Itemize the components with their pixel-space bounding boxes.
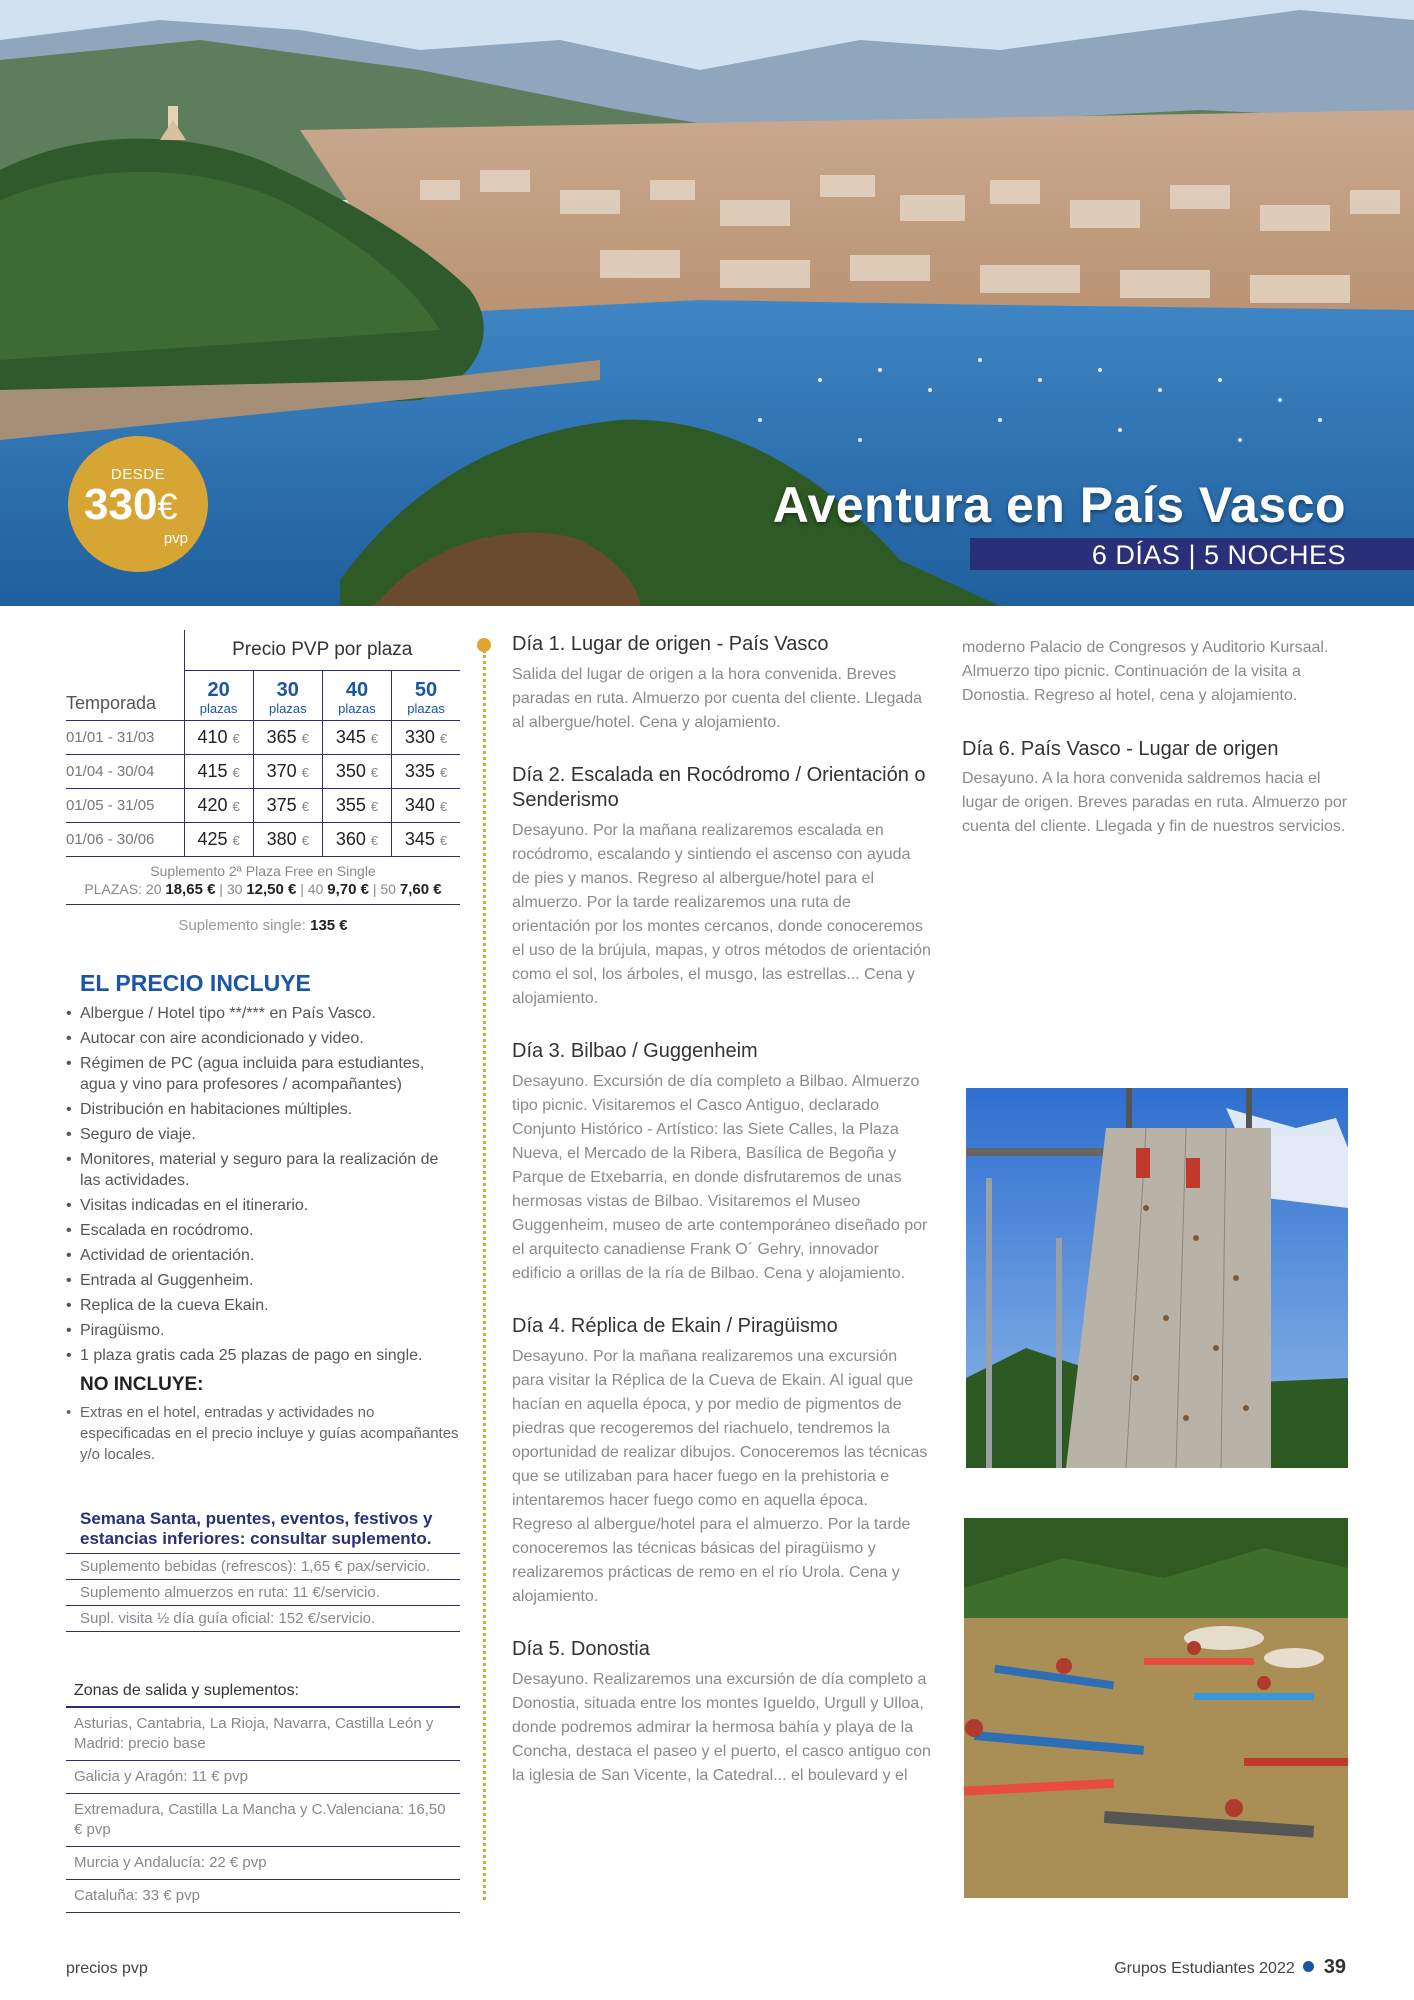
footer-right [1114, 1956, 1346, 1979]
not-included-text: • Extras en el hotel, entradas y actividades no especificadas en el precio incluye y guías acompañantes y/o locales. [66, 1402, 460, 1465]
price-table-title: Precio PVP por plaza [184, 630, 460, 670]
table-row [66, 720, 460, 754]
list-item: Galicia y Aragón: 11 € pvp [66, 1761, 460, 1794]
day-3 [512, 1039, 932, 1286]
page-title: Aventura en País Vasco [772, 477, 1346, 533]
day-title: Día 3. Bilbao / Guggenheim [512, 1040, 758, 1062]
list-item: • Seguro de viaje. [66, 1124, 460, 1145]
page-number: 39 [1323, 1956, 1346, 1978]
price-cell: 365 € [253, 720, 322, 754]
list-item: Suplemento bebidas (refrescos): 1,65 € pax/servicio. [66, 1554, 460, 1580]
day-5 [512, 1637, 932, 1788]
col-40-plazas: 40 plazas [322, 670, 391, 720]
list-item: • Distribución en habitaciones múltiples. [66, 1099, 460, 1120]
day-text: Desayuno. Por la mañana realizaremos escalada en rocódromo, escalando y sintiendo el ascenso con ayuda de pies y manos. Regreso al albergue/hotel para el almuerzo. Por la tarde realizaremos una ruta de orientación por los montes cercanos, donde conoceremos el uso de la brújula, mapas, y otros métodos de orientación como el sol, los árboles, el musgo, las estrellas... Cena y alojamiento. [512, 822, 931, 1007]
list-item: • Piragüismo. [66, 1320, 460, 1341]
day-title: Día 4. Réplica de Ekain / Piragüismo [512, 1315, 838, 1337]
badge-amount: 330€ [84, 480, 178, 529]
price-cell: 330 € [392, 720, 460, 754]
divider-line [66, 904, 460, 905]
day-title: Día 2. Escalada en Rocódromo / Orientación o Senderismo [512, 764, 926, 811]
day-text-continued: moderno Palacio de Congresos y Auditorio Kursaal. Almuerzo tipo picnic. Continuación de la visita a Donostia. Regreso al hotel, cena y alojamiento. [962, 639, 1329, 704]
list-item: Suplemento almuerzos en ruta: 11 €/servicio. [66, 1580, 460, 1606]
list-item: • Replica de la cueva Ekain. [66, 1295, 460, 1316]
itinerary-column-right [962, 636, 1352, 839]
price-cell: 360 € [322, 822, 391, 856]
list-item: • Entrada al Guggenheim. [66, 1270, 460, 1291]
day-title: Día 5. Donostia [512, 1638, 650, 1660]
table-row [66, 754, 460, 788]
day-title: Día 1. Lugar de origen - País Vasco [512, 633, 829, 655]
list-item: Murcia y Andalucía: 22 € pvp [66, 1847, 460, 1880]
day-text: Desayuno. Por la mañana realizaremos una excursión para visitar la Réplica de la Cueva de Ekain. Al igual que hacían en aquella época, y por medio de pigmentos de piedras que recogeremos del riachuelo, tendremos la oportunidad de realizar dibujos. Conoceremos las técnicas que se utilizaban para hacer fuego en la prehistoria e intentaremos hacer fuego como en aquella época. Regreso al albergue/hotel para el almuerzo. Por la tarde conoceremos las técnicas básicas del piragüismo y realizaremos prácticas de remo en el río Urola. Cena y alojamiento. [512, 1348, 928, 1605]
supplements-list [66, 1553, 460, 1632]
day-2 [512, 763, 932, 1011]
list-item: • Albergue / Hotel tipo **/*** en País Vasco. [66, 1003, 460, 1024]
footer-left: precios pvp [66, 1960, 148, 1977]
col-20-plazas: 20 plazas [184, 670, 253, 720]
season-cell: 01/01 - 31/03 [66, 720, 184, 754]
page-subtitle: 6 DÍAS | 5 NOCHES [1091, 540, 1346, 570]
list-item: • Visitas indicadas en el itinerario. [66, 1195, 460, 1216]
price-cell: 370 € [253, 754, 322, 788]
season-cell: 01/06 - 30/06 [66, 822, 184, 856]
single-supplement: Suplemento single: 135 € [178, 916, 348, 934]
kayaking-photo [964, 1518, 1348, 1898]
price-cell: 345 € [322, 720, 391, 754]
dotted-divider [483, 650, 486, 1900]
hero-banner [0, 0, 1414, 606]
list-item: • Régimen de PC (agua incluida para estudiantes, agua y vino para profesores / acompañantes) [66, 1053, 460, 1095]
season-cell: 01/05 - 31/05 [66, 788, 184, 822]
day-text: Salida del lugar de origen a la hora convenida. Breves paradas en ruta. Almuerzo por cuenta del cliente. Llegada al albergue/hotel. Cena y alojamiento. [512, 666, 923, 731]
day-text: Desayuno. A la hora convenida saldremos hacia el lugar de origen. Breves paradas en ruta. Almuerzo por cuenta del cliente. Llegada y fin de nuestros servicios. [962, 770, 1348, 835]
list-item: Cataluña: 33 € pvp [66, 1880, 460, 1913]
price-cell: 380 € [253, 822, 322, 856]
includes-title: EL PRECIO INCLUYE [80, 969, 311, 996]
badge-pvp: pvp [163, 530, 188, 547]
col-30-plazas: 30 plazas [253, 670, 322, 720]
zonas-list [66, 1708, 460, 1913]
price-cell: 375 € [253, 788, 322, 822]
day-text: Desayuno. Excursión de día completo a Bilbao. Almuerzo tipo picnic. Visitaremos el Casco Antiguo, declarado Conjunto Histórico - Artístico: las Siete Calles, la Plaza Nueva, el Mercado de la Ribera, Basílica de Begoña y Parque de Etxebarria, en donde disfrutaremos de unas hermosas vistas de Bilbao. Visitaremos el Museo Guggenheim, museo de arte contemporáneo diseñado por el arquitecto canadiense Frank O´ Gehry, innovador edificio a orillas de la ría de Bilbao. Cena y alojamiento. [512, 1073, 928, 1282]
table-row [66, 788, 460, 822]
publication-name: Grupos Estudiantes 2022 [1114, 1960, 1295, 1977]
col-50-plazas: 50 plazas [392, 670, 460, 720]
list-item: • Monitores, material y seguro para la realización de las actividades. [66, 1149, 460, 1191]
price-cell: 425 € [184, 822, 253, 856]
includes-list [66, 1003, 460, 1366]
itinerary-column [512, 632, 932, 1816]
table-row [66, 822, 460, 856]
badge-desde: DESDE [110, 466, 166, 483]
price-badge [68, 436, 208, 572]
price-cell: 420 € [184, 788, 253, 822]
bullet-icon [1303, 1961, 1314, 1972]
season-cell: 01/04 - 30/04 [66, 754, 184, 788]
list-item: Asturias, Cantabria, La Rioja, Navarra, Castilla León y Madrid: precio base [66, 1708, 460, 1761]
price-cell: 345 € [392, 822, 460, 856]
supplement-title: Suplemento 2ª Plaza Free en Single [150, 862, 376, 879]
list-item: • 1 plaza gratis cada 25 plazas de pago en single. [66, 1345, 460, 1366]
list-item: • Escalada en rocódromo. [66, 1220, 460, 1241]
semana-santa-note: Semana Santa, puentes, eventos, festivos y estancias inferiores: consultar suplemento. [80, 1508, 433, 1548]
price-cell: 410 € [184, 720, 253, 754]
day-4 [512, 1314, 932, 1609]
price-cell: 340 € [392, 788, 460, 822]
left-column [66, 630, 460, 1913]
season-header: Temporada [66, 692, 157, 713]
price-cell: 335 € [392, 754, 460, 788]
day-1 [512, 632, 932, 735]
not-included-title: NO INCLUYE: [80, 1373, 204, 1395]
price-table [66, 630, 460, 857]
day-text: Desayuno. Realizaremos una excursión de día completo a Donostia, situada entre los montes Igueldo, Urgull y Ulloa, donde podremos admirar la hermosa bahía y playa de la Concha, destaca el paseo y el puerto, el casco antiguo con la iglesia de San Vicente, la Catedral... el boulevard y el [512, 1671, 931, 1784]
supplement-values: PLAZAS: 20 18,65 € | 30 12,50 € | 40 9,70 € | 50 7,60 € [84, 880, 442, 898]
price-cell: 415 € [184, 754, 253, 788]
climbing-wall-photo [966, 1088, 1348, 1468]
zonas-title: Zonas de salida y suplementos: [66, 1682, 460, 1708]
list-item: • Actividad de orientación. [66, 1245, 460, 1266]
day-title: Día 6. País Vasco - Lugar de origen [962, 738, 1279, 760]
price-cell: 355 € [322, 788, 391, 822]
price-cell: 350 € [322, 754, 391, 788]
list-item: Extremadura, Castilla La Mancha y C.Valenciana: 16,50 € pvp [66, 1794, 460, 1847]
badge-currency: € [157, 486, 178, 527]
list-item: Supl. visita ½ día guía oficial: 152 €/servicio. [66, 1606, 460, 1632]
list-item: • Autocar con aire acondicionado y video. [66, 1028, 460, 1049]
